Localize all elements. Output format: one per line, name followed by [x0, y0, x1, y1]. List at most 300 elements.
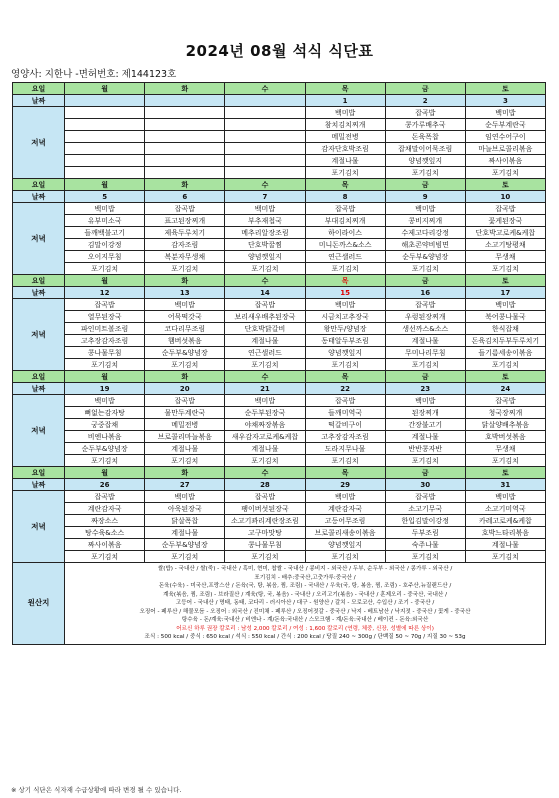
date-cell: 5: [65, 191, 145, 203]
date-cell: 19: [65, 383, 145, 395]
weekday-cell: 금: [385, 275, 465, 287]
menu-item: 마늘브로콜리볶음: [465, 143, 545, 155]
date-row: [13, 95, 546, 107]
date-cell: 16: [385, 287, 465, 299]
menu-item: 백미밥: [65, 203, 145, 215]
menu-row: [13, 311, 546, 323]
menu-item: 물만두계란국: [145, 407, 225, 419]
weekday-row-label: 요일: [13, 83, 65, 95]
date-cell: [65, 95, 145, 107]
date-row-label: 날짜: [13, 383, 65, 395]
menu-item: 순두부된장국: [225, 407, 305, 419]
menu-item: [145, 119, 225, 131]
menu-item: 포기김치: [385, 167, 465, 179]
menu-item: 소고기미역국: [465, 503, 545, 515]
date-cell: 17: [465, 287, 545, 299]
menu-item: 짜사이볶음: [465, 155, 545, 167]
menu-item: 연근샐러드: [225, 347, 305, 359]
date-cell: 24: [465, 383, 545, 395]
menu-item: 포기김치: [65, 455, 145, 467]
menu-item: [225, 119, 305, 131]
menu-item: 고등어무조림: [305, 515, 385, 527]
menu-item: 포기김치: [305, 263, 385, 275]
menu-item: 포기김치: [465, 551, 545, 563]
menu-row: [13, 215, 546, 227]
weekday-cell: 월: [65, 371, 145, 383]
menu-item: 백미밥: [145, 299, 225, 311]
origin-line: 쌀(밥) - 국내산 / 쌀(죽) - 국내산 / 흑미, 현미, 찹쌀 - 국내산 / 콩비지 - 외국산 / 두부, 순두부 - 외국산 / 콩가루 - 외국산 /: [157, 566, 453, 572]
menu-item: 들깨백불고기: [65, 227, 145, 239]
weekday-cell: 목: [305, 275, 385, 287]
menu-item: [65, 131, 145, 143]
menu-item: 계절나물: [145, 443, 225, 455]
date-cell: 20: [145, 383, 225, 395]
menu-item: 시금치고추장국: [305, 311, 385, 323]
menu-item: 잡곡밥: [225, 299, 305, 311]
menu-item: 두부조림: [385, 527, 465, 539]
menu-item: 호박버섯볶음: [465, 431, 545, 443]
calorie-note: 어르신 하루 권장 칼로리 : 남성 2,000 칼로리 / 여성 : 1,600 칼로리 (연령, 체중, 신장, 성별에 따른 상이): [176, 625, 434, 632]
date-cell: 22: [305, 383, 385, 395]
menu-item: 포기김치: [385, 359, 465, 371]
weekday-cell: 목: [305, 371, 385, 383]
menu-item: 포기김치: [145, 263, 225, 275]
menu-item: 돈육김치두부두루치기: [465, 335, 545, 347]
menu-item: 표고된장찌개: [145, 215, 225, 227]
weekday-cell: 화: [145, 275, 225, 287]
menu-item: 제육두루치기: [145, 227, 225, 239]
weekday-cell: 월: [65, 179, 145, 191]
date-row-label: 날짜: [13, 287, 65, 299]
menu-item: 단호박닭갈비: [225, 323, 305, 335]
menu-item: 포기김치: [305, 167, 385, 179]
menu-item: 해초콘약비빔면: [385, 239, 465, 251]
weekday-cell: 토: [465, 467, 545, 479]
menu-item: 수제고다리강정: [385, 227, 465, 239]
menu-row: [13, 155, 546, 167]
menu-item: 백미밥: [145, 491, 225, 503]
weekday-cell: 화: [145, 467, 225, 479]
date-cell: 14: [225, 287, 305, 299]
menu-item: 단호박고로케&케찹: [465, 227, 545, 239]
menu-item: 백미밥: [465, 107, 545, 119]
menu-item: 포기김치: [145, 551, 225, 563]
weekday-cell: 화: [145, 179, 225, 191]
menu-item: 고구마맛탕: [225, 527, 305, 539]
date-cell: 2: [385, 95, 465, 107]
menu-item: 잡곡밥: [385, 107, 465, 119]
menu-item: 콩가루배추국: [385, 119, 465, 131]
menu-item: 계란감자국: [305, 503, 385, 515]
menu-item: 순두부&양념장: [385, 251, 465, 263]
menu-item: 햄버섯볶음: [145, 335, 225, 347]
menu-row: [13, 227, 546, 239]
menu-item: 한식잡채: [465, 323, 545, 335]
menu-row: [13, 503, 546, 515]
weekday-cell: 화: [145, 83, 225, 95]
menu-row: [13, 119, 546, 131]
menu-item: 꽃게된장국: [465, 215, 545, 227]
menu-row: [13, 239, 546, 251]
menu-row: [13, 515, 546, 527]
date-row-label: 날짜: [13, 479, 65, 491]
menu-item: 감자조림: [145, 239, 225, 251]
menu-item: [145, 155, 225, 167]
menu-item: 순두부&양념장: [65, 443, 145, 455]
menu-item: 떡갈비구이: [305, 419, 385, 431]
menu-item: 김말이강정: [65, 239, 145, 251]
menu-item: 부추재첩국: [225, 215, 305, 227]
menu-item: 브로콜리마늘볶음: [145, 431, 225, 443]
menu-item: 백미밥: [225, 203, 305, 215]
menu-item: [225, 143, 305, 155]
menu-item: 포기김치: [225, 455, 305, 467]
weekday-cell: 수: [225, 83, 305, 95]
menu-item: 계절나물: [305, 155, 385, 167]
date-cell: [145, 95, 225, 107]
weekday-cell: 수: [225, 179, 305, 191]
menu-row: [13, 299, 546, 311]
menu-item: [145, 107, 225, 119]
menu-item: 잡곡밥: [385, 491, 465, 503]
menu-item: 백미밥: [385, 395, 465, 407]
menu-item: 생선까스&소스: [385, 323, 465, 335]
weekday-row-label: 요일: [13, 275, 65, 287]
date-row-label: 날짜: [13, 95, 65, 107]
origin-line: 탕수육 - 돈/계육:국내산 / 비엔나 - 계/돈육:국내산 / 스모크햄 - 계/돈육:국내산 / 베이컨 - 돈육:외국산: [181, 617, 429, 623]
menu-item: 포기김치: [385, 455, 465, 467]
menu-item: [65, 107, 145, 119]
menu-item: 계란감자국: [65, 503, 145, 515]
menu-item: 비엔나볶음: [65, 431, 145, 443]
menu-item: 팽이버섯된장국: [225, 503, 305, 515]
menu-item: 잡곡밥: [465, 395, 545, 407]
menu-item: 포기김치: [465, 455, 545, 467]
menu-item: 숙주나물: [385, 539, 465, 551]
dinner-label: 저녁: [13, 395, 65, 467]
weekday-cell: 토: [465, 179, 545, 191]
dinner-label: 저녁: [13, 107, 65, 179]
weekday-cell: 수: [225, 371, 305, 383]
menu-item: 하이라이스: [305, 227, 385, 239]
menu-item: 포기김치: [145, 455, 225, 467]
weekday-cell: 화: [145, 371, 225, 383]
menu-item: 계절나물: [225, 335, 305, 347]
date-cell: 26: [65, 479, 145, 491]
weekday-cell: 금: [385, 179, 465, 191]
menu-item: 백미밥: [305, 491, 385, 503]
menu-item: 오이지무침: [65, 251, 145, 263]
date-cell: 6: [145, 191, 225, 203]
menu-item: 잡곡밥: [305, 203, 385, 215]
menu-item: 포기김치: [465, 263, 545, 275]
menu-item: 양념깻잎지: [385, 155, 465, 167]
date-row: [13, 287, 546, 299]
menu-item: 포기김치: [65, 359, 145, 371]
date-cell: 30: [385, 479, 465, 491]
menu-row: [13, 419, 546, 431]
origin-label: 원산지: [13, 563, 65, 645]
weekday-row-label: 요일: [13, 371, 65, 383]
date-cell: 27: [145, 479, 225, 491]
menu-item: 임연수어구이: [465, 131, 545, 143]
menu-item: 참치김치찌개: [305, 119, 385, 131]
menu-item: 잡곡밥: [65, 299, 145, 311]
weekday-cell: 월: [65, 275, 145, 287]
date-cell: 9: [385, 191, 465, 203]
dinner-label: 저녁: [13, 491, 65, 563]
menu-item: 파인미트볼조림: [65, 323, 145, 335]
menu-item: 잡곡밥: [305, 395, 385, 407]
menu-item: 포기김치: [465, 167, 545, 179]
menu-item: [65, 167, 145, 179]
menu-item: 잡곡밥: [145, 395, 225, 407]
menu-row: [13, 251, 546, 263]
menu-item: 계절나물: [465, 539, 545, 551]
menu-item: 포기김치: [225, 551, 305, 563]
menu-item: 유부미소국: [65, 215, 145, 227]
menu-item: 궁중잡채: [65, 419, 145, 431]
weekday-cell: 월: [65, 467, 145, 479]
menu-item: 보리새우배추된장국: [225, 311, 305, 323]
menu-item: 미니돈까스&소스: [305, 239, 385, 251]
menu-row: [13, 347, 546, 359]
menu-item: 백미밥: [465, 299, 545, 311]
menu-item: 콩비지찌개: [385, 215, 465, 227]
menu-item: 감자단호박조림: [305, 143, 385, 155]
menu-item: 된장찌개: [385, 407, 465, 419]
date-row: [13, 191, 546, 203]
menu-item: 양념깻잎지: [225, 251, 305, 263]
origin-line: 포기김치 - 배추:중국산,고춧가루:중국산 /: [254, 574, 356, 581]
menu-item: 고추장감자조림: [65, 335, 145, 347]
menu-row: [13, 551, 546, 563]
menu-row: [13, 323, 546, 335]
menu-item: 메밀전병: [305, 131, 385, 143]
date-cell: [225, 95, 305, 107]
date-cell: 12: [65, 287, 145, 299]
weekday-cell: 목: [305, 83, 385, 95]
menu-item: 순두부&양념장: [145, 539, 225, 551]
menu-item: 닭살폭찹: [145, 515, 225, 527]
origin-info: [65, 563, 546, 645]
weekday-row: [13, 83, 546, 95]
weekday-cell: 금: [385, 371, 465, 383]
date-row-label: 날짜: [13, 191, 65, 203]
date-row: [13, 383, 546, 395]
menu-item: 포기김치: [385, 263, 465, 275]
menu-item: 무생채: [465, 251, 545, 263]
menu-item: [225, 155, 305, 167]
menu-item: 계절나물: [385, 431, 465, 443]
menu-item: 포기김치: [305, 455, 385, 467]
menu-item: [145, 131, 225, 143]
weekday-row: [13, 371, 546, 383]
weekday-cell: 수: [225, 467, 305, 479]
menu-item: 잡곡밥: [465, 203, 545, 215]
menu-item: 소고기탕평채: [465, 239, 545, 251]
menu-item: 백미밥: [465, 491, 545, 503]
menu-item: 포기김치: [305, 359, 385, 371]
menu-item: [145, 143, 225, 155]
menu-item: [225, 167, 305, 179]
menu-item: 닭살양배추볶음: [465, 419, 545, 431]
menu-item: 아욱된장국: [145, 503, 225, 515]
menu-item: 잡곡밥: [65, 491, 145, 503]
weekday-row: [13, 467, 546, 479]
menu-item: 양념깻잎지: [305, 347, 385, 359]
menu-item: 청국장찌개: [465, 407, 545, 419]
menu-row: [13, 131, 546, 143]
menu-item: 동태알두부조림: [305, 335, 385, 347]
menu-item: 탕수육&소스: [65, 527, 145, 539]
weekday-row: [13, 275, 546, 287]
menu-item: 왕만두/양념장: [305, 323, 385, 335]
menu-item: 짜장소스: [65, 515, 145, 527]
menu-item: 잡곡밥: [225, 491, 305, 503]
menu-item: 카레고로케&케찹: [465, 515, 545, 527]
date-cell: 15: [305, 287, 385, 299]
menu-row: [13, 455, 546, 467]
page-title: 2024년 08월 석식 식단표: [185, 42, 374, 60]
menu-item: 포기김치: [225, 263, 305, 275]
menu-item: 고추장감자조림: [305, 431, 385, 443]
menu-item: [225, 107, 305, 119]
menu-item: 순두부&양념장: [145, 347, 225, 359]
menu-row: [13, 539, 546, 551]
dinner-label: 저녁: [13, 299, 65, 371]
menu-row: [13, 203, 546, 215]
weekday-row-label: 요일: [13, 179, 65, 191]
menu-table-body: [13, 83, 546, 645]
menu-item: 메밀전병: [145, 419, 225, 431]
weekday-cell: 월: [65, 83, 145, 95]
menu-item: 호박느타리볶음: [465, 527, 545, 539]
menu-item: 우렁된장찌개: [385, 311, 465, 323]
origin-row: [13, 563, 546, 645]
menu-item: 새우감자고로케&케찹: [225, 431, 305, 443]
menu-item: 콩나물무침: [225, 539, 305, 551]
menu-item: 어묵떡갓국: [145, 311, 225, 323]
menu-row: [13, 167, 546, 179]
menu-item: 한입김말이강정: [385, 515, 465, 527]
menu-item: [65, 143, 145, 155]
origin-line: 돈육(수육) - 미국산,프랑스산 / 돈육(국, 탕, 볶음, 찜, 조림) - 국내산 / 우육(국, 탕, 볶음, 찜, 조림) - 호주산,뉴질랜드산 /: [158, 583, 452, 589]
weekday-cell: 수: [225, 275, 305, 287]
menu-item: 들깨미역국: [305, 407, 385, 419]
origin-line: 고등어 - 국내산 / 명태, 동태, 코다리 - 러시아산 / 대구 - 원양산 / 갈치 - 모로코산, 수입산 / 조기 - 중국산 /: [175, 600, 435, 606]
weekday-cell: 목: [305, 179, 385, 191]
menu-row: [13, 395, 546, 407]
menu-item: 양념깻잎지: [305, 539, 385, 551]
menu-item: 포기김치: [305, 551, 385, 563]
menu-item: 순두부계란국: [465, 119, 545, 131]
date-cell: 13: [145, 287, 225, 299]
menu-item: 복분자무생채: [145, 251, 225, 263]
weekday-cell: 토: [465, 83, 545, 95]
menu-item: 백미밥: [385, 203, 465, 215]
menu-row: [13, 431, 546, 443]
menu-item: 포기김치: [145, 359, 225, 371]
menu-item: 백미밥: [305, 299, 385, 311]
menu-item: 무생채: [465, 443, 545, 455]
menu-item: 열무된장국: [65, 311, 145, 323]
footnote: ※ 상기 식단은 식자재 수급상황에 따라 변경 될 수 있습니다.: [11, 786, 182, 794]
dietitian-info: 영양사: 지한나 -면허번호: 제144123호: [11, 69, 177, 80]
menu-item: 도라지무나물: [305, 443, 385, 455]
menu-item: [65, 119, 145, 131]
menu-item: 야채짜장볶음: [225, 419, 305, 431]
date-cell: 23: [385, 383, 465, 395]
menu-item: 백미밥: [225, 395, 305, 407]
menu-item: 짜사이볶음: [65, 539, 145, 551]
menu-item: 콩나물무침: [65, 347, 145, 359]
menu-item: 잡곡밥: [145, 203, 225, 215]
menu-item: 부대김치찌개: [305, 215, 385, 227]
menu-item: 단호박꿀찜: [225, 239, 305, 251]
menu-item: 포기김치: [225, 359, 305, 371]
weekday-cell: 목: [305, 467, 385, 479]
menu-row: [13, 107, 546, 119]
date-cell: 10: [465, 191, 545, 203]
menu-item: 계절나물: [385, 335, 465, 347]
menu-item: 잡곡밥: [385, 299, 465, 311]
menu-row: [13, 491, 546, 503]
weekday-cell: 금: [385, 83, 465, 95]
date-cell: 31: [465, 479, 545, 491]
menu-item: 메추리알장조림: [225, 227, 305, 239]
menu-item: 무미나리무침: [385, 347, 465, 359]
menu-item: [225, 131, 305, 143]
date-cell: 1: [305, 95, 385, 107]
date-cell: 21: [225, 383, 305, 395]
menu-table: [12, 82, 546, 645]
date-cell: 7: [225, 191, 305, 203]
menu-item: [145, 167, 225, 179]
weekday-row: [13, 179, 546, 191]
menu-row: [13, 527, 546, 539]
menu-item: 포기김치: [65, 551, 145, 563]
date-cell: 28: [225, 479, 305, 491]
weekday-cell: 토: [465, 275, 545, 287]
menu-item: 코다리무조림: [145, 323, 225, 335]
date-cell: 3: [465, 95, 545, 107]
menu-row: [13, 263, 546, 275]
dinner-label: 저녁: [13, 203, 65, 275]
menu-item: 들기름세송이볶음: [465, 347, 545, 359]
menu-item: [65, 155, 145, 167]
menu-row: [13, 443, 546, 455]
portion-note: 조식 : 500 kcal / 중식 : 650 kcal / 석식 : 550 kcal / 간식 : 200 kcal / 당질 240 ~ 300g / 단백질 50 ~ 70g / 지질 30 ~ 53g: [144, 634, 466, 640]
menu-row: [13, 335, 546, 347]
menu-item: 반반콩자반: [385, 443, 465, 455]
menu-item: 뼈없는감자탕: [65, 407, 145, 419]
date-cell: 8: [305, 191, 385, 203]
weekday-row-label: 요일: [13, 467, 65, 479]
menu-item: 포기김치: [465, 359, 545, 371]
menu-row: [13, 407, 546, 419]
menu-item: 브로콜리새송이볶음: [305, 527, 385, 539]
menu-item: 소고기무국: [385, 503, 465, 515]
menu-item: 계절나물: [145, 527, 225, 539]
menu-item: 북어콩나물국: [465, 311, 545, 323]
menu-item: 연근샐러드: [305, 251, 385, 263]
menu-item: 포기김치: [65, 263, 145, 275]
menu-item: 백미밥: [65, 395, 145, 407]
menu-item: 간장불고기: [385, 419, 465, 431]
menu-item: 백미밥: [305, 107, 385, 119]
date-cell: 29: [305, 479, 385, 491]
